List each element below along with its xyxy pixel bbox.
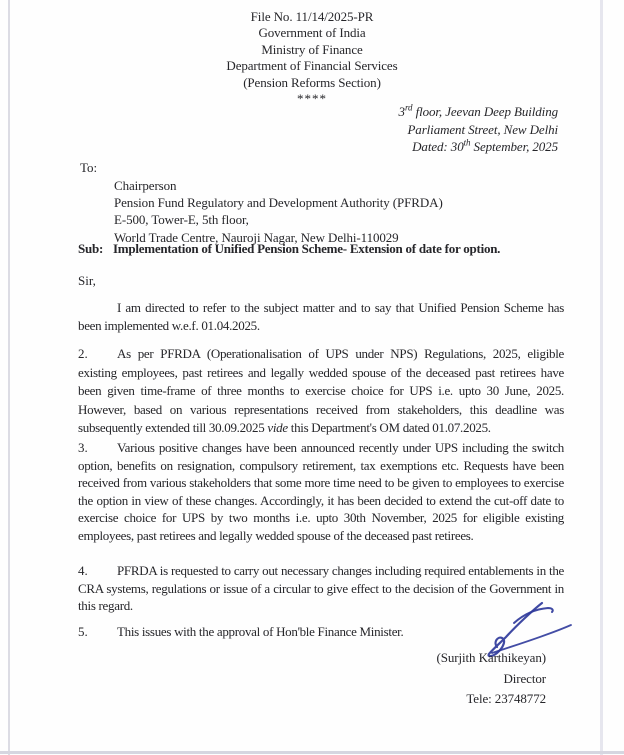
date-line: Dated: 30th September, 2025 xyxy=(412,137,558,154)
subject-label: Sub: xyxy=(78,241,104,256)
org-line-section: (Pension Reforms Section) xyxy=(243,74,381,90)
org-line-department: Department of Financial Services xyxy=(226,58,398,74)
org-line-ministry: Ministry of Finance xyxy=(261,41,363,57)
subject-text: Implementation of Unified Pension Scheme- Extension of date for option. xyxy=(113,241,501,256)
paragraph-number-2: 2. xyxy=(78,346,88,361)
recipient-address-line-2: World Trade Centre, Nauroji Nagar, New Delhi-110029 xyxy=(114,229,399,245)
superscript-rd: rd xyxy=(404,102,413,113)
signatory-designation: Director xyxy=(503,670,546,686)
superscript-th: th xyxy=(463,137,471,148)
body-paragraph-4: 4. PFRDA is requested to carry out necessary changes including required entablements in the CRA systems, regulations or issue of a circular to give effect to the decision of the Government in this regard. xyxy=(78,563,564,614)
scan-edge-right xyxy=(600,0,603,755)
paragraph-number-4: 4. xyxy=(78,563,88,578)
scan-edge-bottom xyxy=(0,751,624,754)
salutation: Sir, xyxy=(78,273,96,288)
body-paragraph-1: I am directed to refer to the subject matter and to say that Unified Pension Scheme has been implemented w.e.f. 01.04.2025. xyxy=(78,300,564,333)
origin-address-block xyxy=(399,103,558,156)
body-paragraph-2: 2. As per PFRDA (Operationalisation of UPS under NPS) Regulations, 2025, eligible existing employees, past retirees and legally wedded spouse of the deceased past retirees have been given time-frame of three months to exercise choice for UPS i.e. upto 30 June, 2025. However, based on various representations received from stakeholders, this deadline was subsequently extended till 30.09.2025 vide this Department's OM dated 01.07.2025. xyxy=(78,346,564,436)
origin-address-line-1: 3rd floor, Jeevan Deep Building xyxy=(398,102,558,119)
scan-edge-left xyxy=(8,0,10,755)
recipient-organisation: Pension Fund Regulatory and Development Authority (PFRDA) xyxy=(114,195,443,211)
recipient-block xyxy=(114,177,443,246)
recipient-address-line-1: E-500, Tower-E, 5th floor, xyxy=(114,212,249,228)
signatory-block xyxy=(437,648,546,710)
signatory-name: (Surjith Karthikeyan) xyxy=(436,650,546,665)
subject-line xyxy=(78,241,578,257)
body-paragraph-3: 3. Various positive changes have been announced recently under UPS including the switch option, benefits on resignation, compulsory retirement, tax exemptions etc. Requests have been received from various stakeholders that some more time need to be given to employees to exercise the option in view of these changes. Accordingly, it has been decided to extend the cut-off date to exercise choice for UPS by two months i.e. upto 30th November, 2025 for eligible existing employees, past retirees and legally wedded spouse of the deceased past retirees. xyxy=(78,440,564,543)
body-paragraph-5: 5. This issues with the approval of Hon'ble Finance Minister. xyxy=(78,624,404,639)
file-number: File No. 11/14/2025-PR xyxy=(250,9,374,24)
vide-italic: vide xyxy=(267,420,288,436)
letterhead xyxy=(0,9,624,107)
signatory-phone: Tele: 23748772 xyxy=(466,691,546,706)
paragraph-number-5: 5. xyxy=(78,624,88,639)
origin-address-line-2: Parliament Street, New Delhi xyxy=(407,121,558,137)
separator-stars: **** xyxy=(297,91,327,107)
recipient-title: Chairperson xyxy=(114,178,177,193)
org-line-government: Government of India xyxy=(258,25,366,41)
recipient-label: To: xyxy=(80,160,98,175)
paragraph-number-3: 3. xyxy=(78,440,88,455)
